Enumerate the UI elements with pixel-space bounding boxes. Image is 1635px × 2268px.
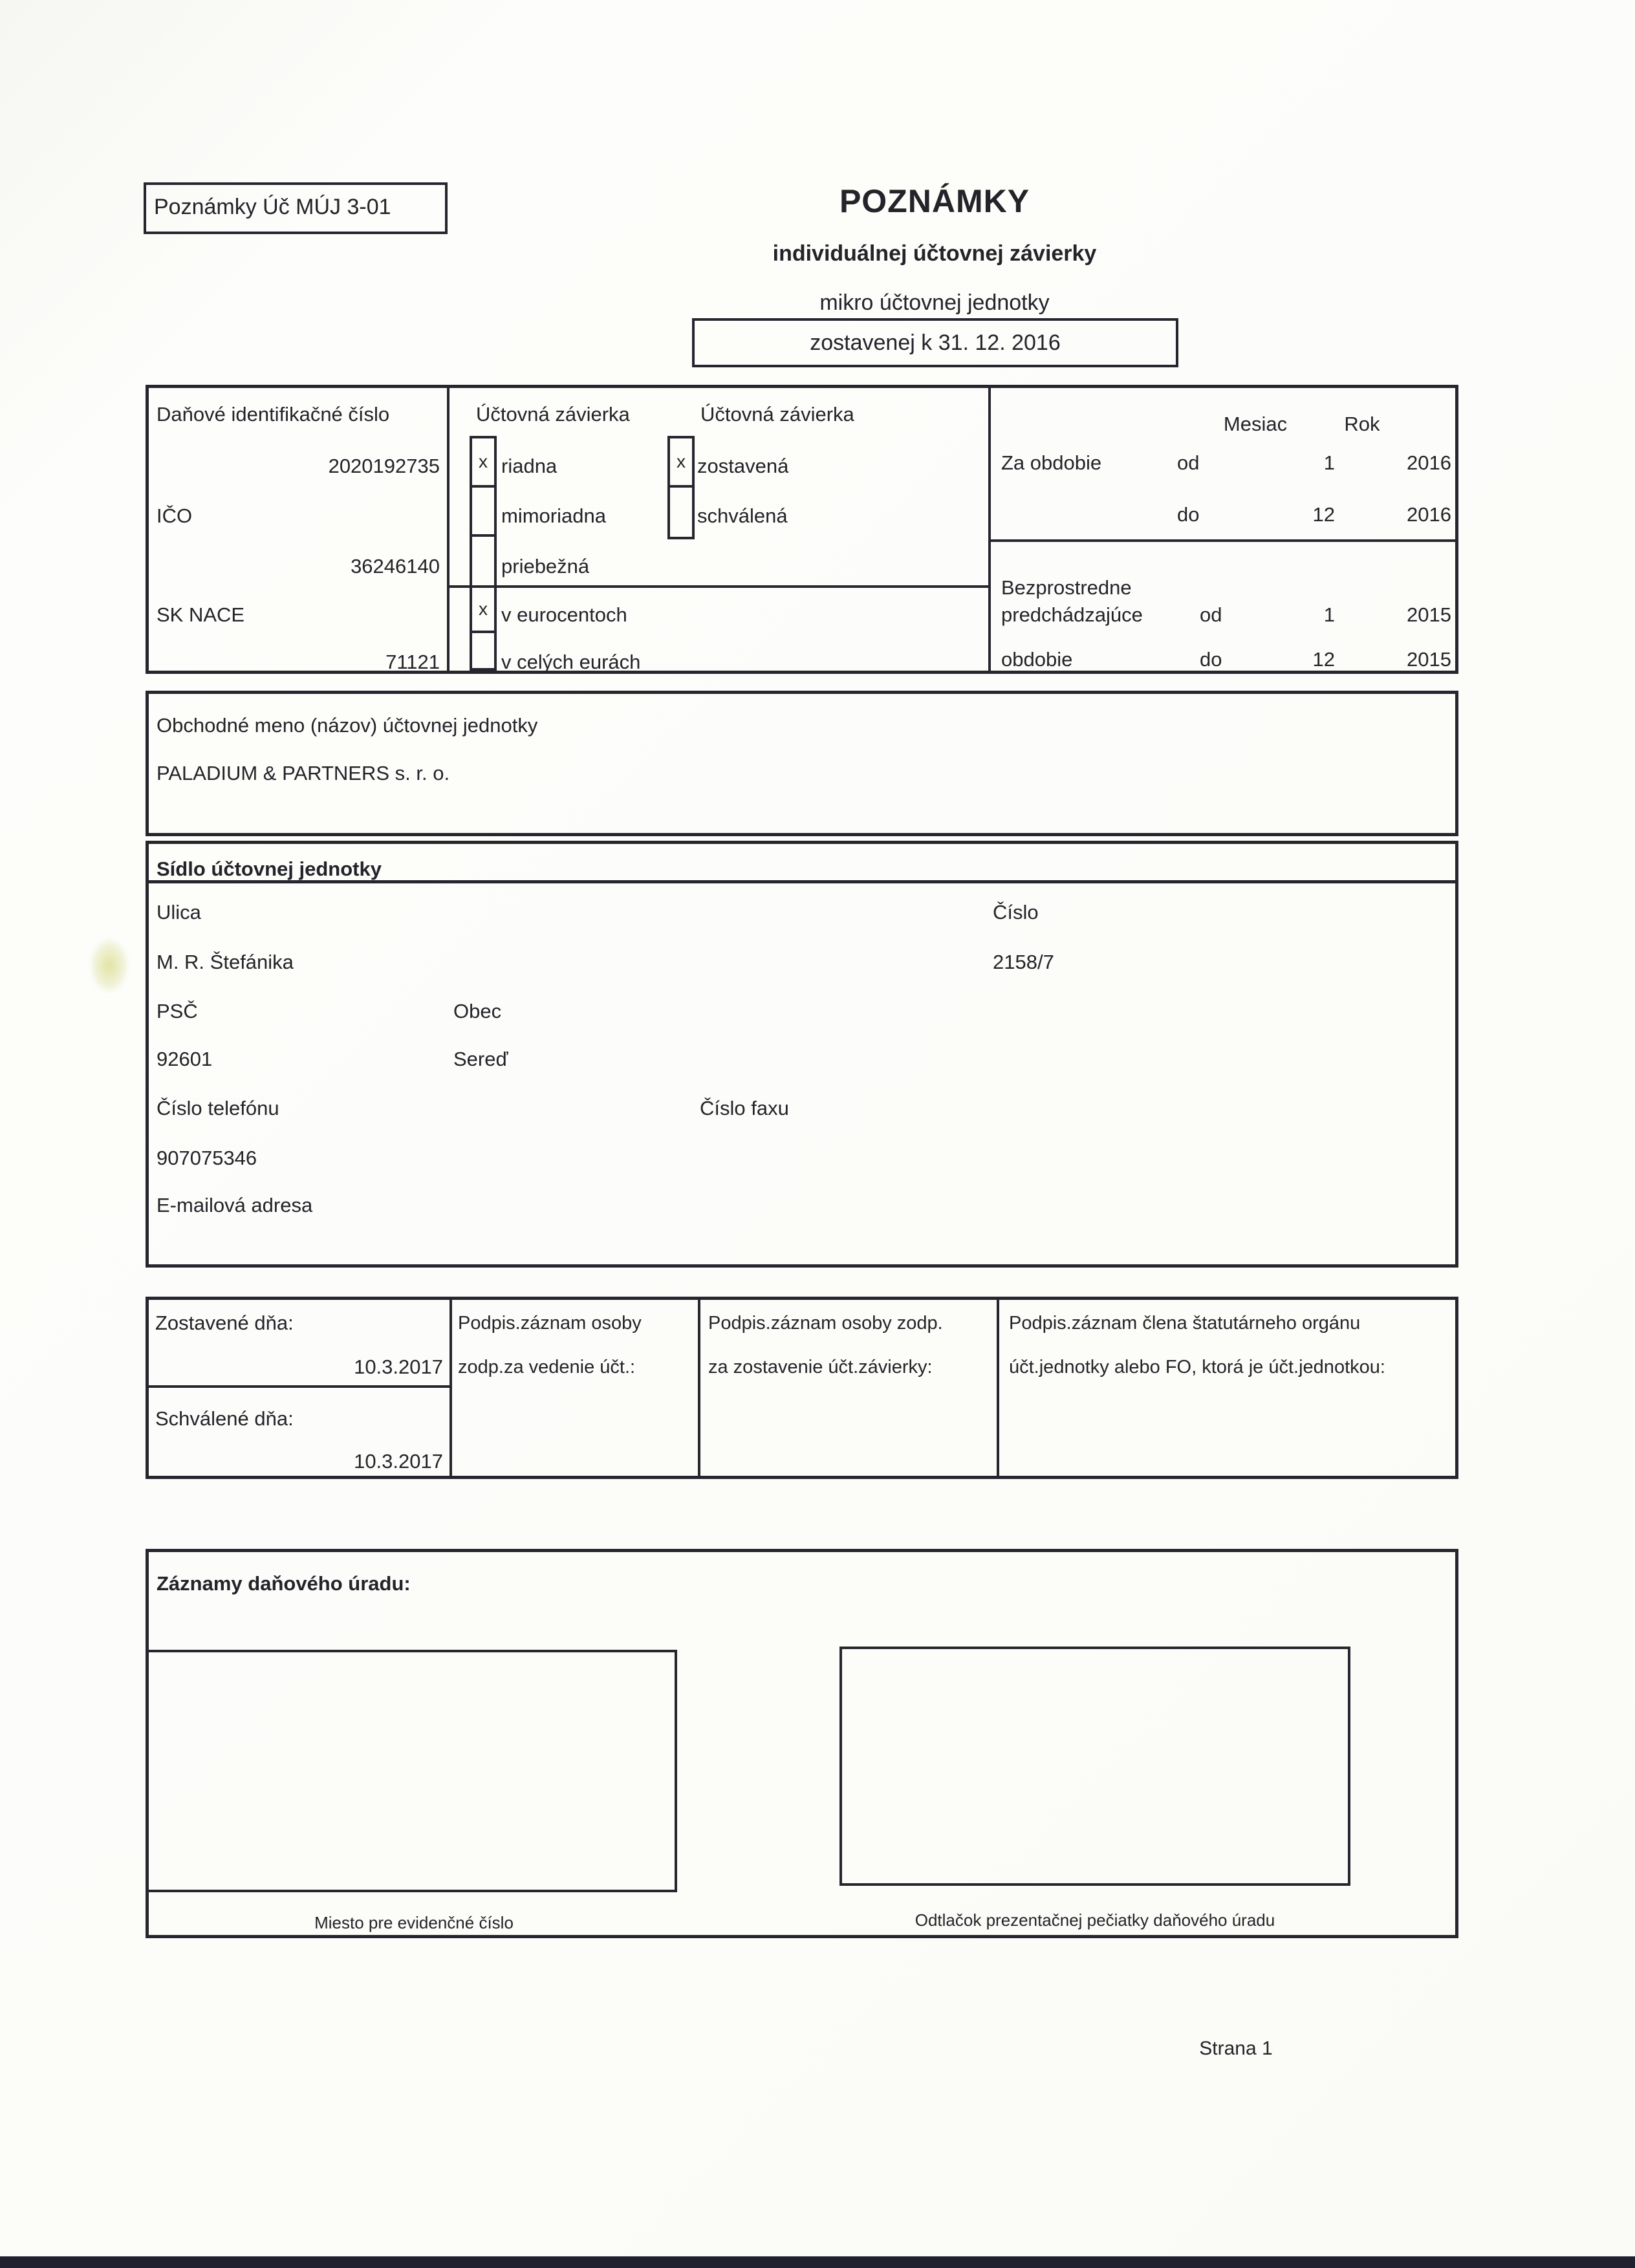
business-name-value: PALADIUM & PARTNERS s. r. o.: [157, 762, 450, 784]
tax-id-value: 2020192735: [328, 455, 440, 477]
month-header: Mesiac: [1223, 413, 1288, 435]
previous-period-label-2: predchádzajúce: [1001, 603, 1143, 626]
current-to-month: 12: [1312, 503, 1335, 526]
form-code-box: [144, 182, 448, 234]
street-value: M. R. Štefánika: [157, 951, 294, 973]
tax-office-title: Záznamy daňového úradu:: [157, 1572, 411, 1595]
phone-value: 907075346: [157, 1147, 257, 1169]
zostavene-date: 10.3.2017: [354, 1355, 443, 1378]
page-subtitle-1: individuálnej účtovnej závierky: [772, 241, 1097, 266]
sig-col2-line2: zodp.za vedenie účt.:: [458, 1357, 636, 1377]
label-mimoriadna: mimoriadna: [501, 504, 606, 527]
sig-col2-line1: Podpis.záznam osoby: [458, 1313, 642, 1334]
checkbox-schvalena: [667, 485, 695, 539]
obec-label: Obec: [453, 1000, 502, 1022]
checkbox-cele-eura: [470, 631, 497, 671]
current-from-label: od: [1177, 451, 1200, 474]
label-cele-eura: v celých eurách: [501, 651, 641, 673]
identification-table: [146, 385, 1458, 674]
id-table-right-rule: [988, 539, 1455, 542]
ico-value: 36246140: [351, 555, 440, 578]
checkbox-zostavena: x: [667, 436, 695, 488]
obec-value: Sereď: [453, 1048, 508, 1070]
business-name-table: [146, 691, 1458, 836]
label-eurocenty: v eurocentoch: [501, 603, 627, 626]
street-label: Ulica: [157, 901, 201, 923]
address-section-title: Sídlo účtovnej jednotky: [157, 858, 382, 880]
checkbox-mimoriadna: [470, 485, 497, 537]
zavierka-header-1: Účtovná závierka: [476, 403, 630, 426]
id-table-divider-2: [988, 388, 991, 671]
page-number: Strana 1: [1199, 2038, 1273, 2059]
year-header: Rok: [1344, 413, 1380, 435]
scan-edge-band: [0, 2256, 1635, 2268]
sig-col3-line2: za zostavenie účt.závierky:: [708, 1357, 933, 1377]
schvalene-date: 10.3.2017: [354, 1450, 443, 1473]
address-title-rule: [149, 880, 1455, 883]
compiled-as-of: zostavenej k 31. 12. 2016: [810, 330, 1061, 355]
form-code: Poznámky Úč MÚJ 3-01: [154, 195, 391, 219]
psc-value: 92601: [157, 1048, 213, 1070]
schvalene-label: Schválené dňa:: [155, 1407, 294, 1430]
compiled-as-of-box: [692, 318, 1178, 367]
current-from-year: 2016: [1407, 451, 1451, 474]
label-schvalena: schválená: [697, 504, 788, 527]
psc-label: PSČ: [157, 1000, 198, 1022]
ico-label: IČO: [157, 504, 193, 527]
previous-from-label: od: [1200, 603, 1222, 626]
phone-label: Číslo telefónu: [157, 1097, 279, 1119]
sig-col4-line1: Podpis.záznam člena štatutárneho orgánu: [1009, 1313, 1361, 1334]
checkbox-riadna: x: [470, 436, 497, 488]
label-zostavena: zostavená: [697, 455, 789, 477]
previous-period-label-1: Bezprostredne: [1001, 576, 1132, 599]
business-name-label: Obchodné meno (názov) účtovnej jednotky: [157, 714, 538, 737]
evidence-number-box: [146, 1650, 677, 1892]
zavierka-header-2: Účtovná závierka: [700, 403, 854, 426]
id-table-mid-rule: [447, 585, 991, 588]
page-title: POZNÁMKY: [839, 183, 1030, 219]
signatures-table: [146, 1297, 1458, 1479]
previous-to-month: 12: [1312, 648, 1335, 671]
fax-label: Číslo faxu: [700, 1097, 789, 1119]
zostavene-label: Zostavené dňa:: [155, 1312, 294, 1334]
checkbox-priebezna: [470, 534, 497, 588]
previous-from-month: 1: [1323, 603, 1335, 626]
sig-col3-line1: Podpis.záznam osoby zodp.: [708, 1313, 943, 1334]
tax-office-box: [146, 1549, 1458, 1938]
previous-to-year: 2015: [1407, 648, 1451, 671]
sig-divider-3: [997, 1300, 999, 1476]
label-priebezna: priebežná: [501, 555, 590, 578]
tax-id-label: Daňové identifikačné číslo: [157, 403, 390, 426]
email-label: E-mailová adresa: [157, 1194, 313, 1216]
number-label: Číslo: [993, 901, 1039, 923]
sk-nace-value: 71121: [385, 651, 440, 673]
sig-col1-rule: [149, 1385, 449, 1388]
current-to-label: do: [1177, 503, 1200, 526]
current-period-label: Za obdobie: [1001, 451, 1102, 474]
evidence-number-caption: Miesto pre evidenčné číslo: [314, 1913, 514, 1932]
stamp-caption: Odtlačok prezentačnej pečiatky daňového úradu: [915, 1910, 1275, 1930]
stamp-box: [839, 1647, 1350, 1886]
sig-divider-2: [698, 1300, 700, 1476]
current-from-month: 1: [1323, 451, 1335, 474]
address-table: [146, 841, 1458, 1268]
sig-divider-1: [449, 1300, 452, 1476]
scan-smudge: [91, 939, 128, 992]
current-to-year: 2016: [1407, 503, 1451, 526]
previous-to-label: do: [1200, 648, 1222, 671]
checkbox-eurocenty: x: [470, 585, 497, 633]
label-riadna: riadna: [501, 455, 558, 477]
sk-nace-label: SK NACE: [157, 603, 245, 626]
previous-from-year: 2015: [1407, 603, 1451, 626]
number-value: 2158/7: [993, 951, 1054, 973]
previous-period-label-3: obdobie: [1001, 648, 1073, 671]
page-subtitle-2: mikro účtovnej jednotky: [819, 290, 1050, 315]
sig-col4-line2: účt.jednotky alebo FO, ktorá je účt.jednotkou:: [1009, 1357, 1385, 1377]
id-table-divider-1: [447, 388, 449, 671]
